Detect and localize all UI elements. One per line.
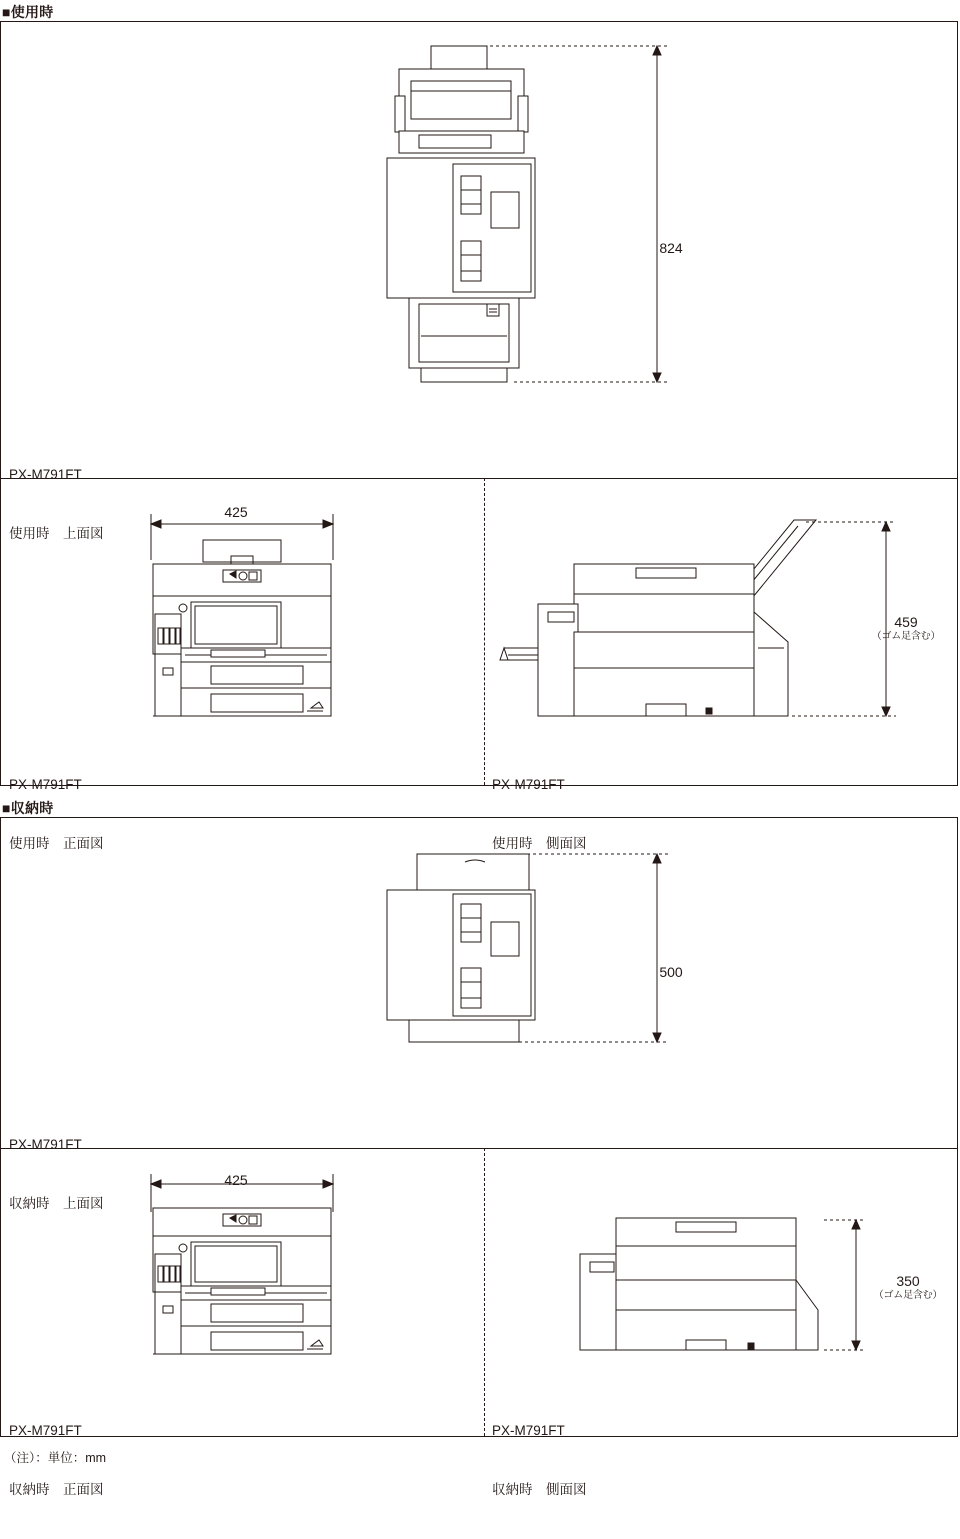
drawing-stored-front xyxy=(131,1168,391,1388)
dimension-in-use-top-value: 824 xyxy=(659,240,683,256)
footnote-unit: （注）：単位：mm xyxy=(4,1451,107,1465)
caption-in-use-top-model: PX-M791FT xyxy=(9,467,82,483)
caption-in-use-side-model: PX-M791FT xyxy=(492,777,565,793)
divider-stored-vertical xyxy=(484,1148,485,1436)
dimension-in-use-side-value: 459 xyxy=(894,614,918,630)
caption-stored-side-model: PX-M791FT xyxy=(492,1423,565,1439)
caption-stored-top xyxy=(9,1096,104,1253)
caption-stored-side xyxy=(492,1382,587,1539)
drawing-in-use-top xyxy=(369,36,709,436)
drawing-in-use-front xyxy=(131,508,391,758)
dimension-in-use-side-note: （ゴム足含む） xyxy=(871,630,941,642)
drawing-stored-side xyxy=(496,1198,896,1398)
dimension-stored-side-value: 350 xyxy=(896,1273,920,1289)
dimension-in-use-front-value: 425 xyxy=(224,504,248,520)
dimension-in-use-front xyxy=(206,504,266,521)
divider-in-use-vertical xyxy=(484,478,485,785)
caption-in-use-front-model: PX-M791FT xyxy=(9,777,82,793)
divider-in-use-horizontal xyxy=(1,478,957,479)
caption-in-use-front-text: 使用時 正面図 xyxy=(9,835,104,851)
caption-stored-front-text: 収納時 正面図 xyxy=(9,1481,104,1497)
dimension-in-use-side xyxy=(861,614,951,643)
dimension-stored-side xyxy=(863,1273,953,1302)
dimension-stored-top-value: 500 xyxy=(659,964,683,980)
caption-stored-front-model: PX-M791FT xyxy=(9,1423,82,1439)
caption-stored-top-text: 収納時 上面図 xyxy=(9,1195,104,1211)
caption-in-use-top xyxy=(9,426,104,583)
caption-in-use-top-text: 使用時 上面図 xyxy=(9,525,104,541)
drawing-in-use-side xyxy=(496,508,916,758)
dimension-in-use-top xyxy=(641,240,701,257)
section-heading-stored: ■収納時 xyxy=(2,800,54,816)
dimension-stored-front-value: 425 xyxy=(224,1172,248,1188)
dimension-stored-side-note: （ゴム足含む） xyxy=(873,1289,943,1301)
divider-stored-horizontal xyxy=(1,1148,957,1149)
caption-stored-top-model: PX-M791FT xyxy=(9,1137,82,1153)
dimension-stored-top xyxy=(641,964,701,981)
caption-stored-side-text: 収納時 側面図 xyxy=(492,1481,587,1497)
dimension-stored-front xyxy=(206,1172,266,1189)
section-heading-in-use: ■使用時 xyxy=(2,4,54,20)
caption-in-use-side-text: 使用時 側面図 xyxy=(492,835,587,851)
